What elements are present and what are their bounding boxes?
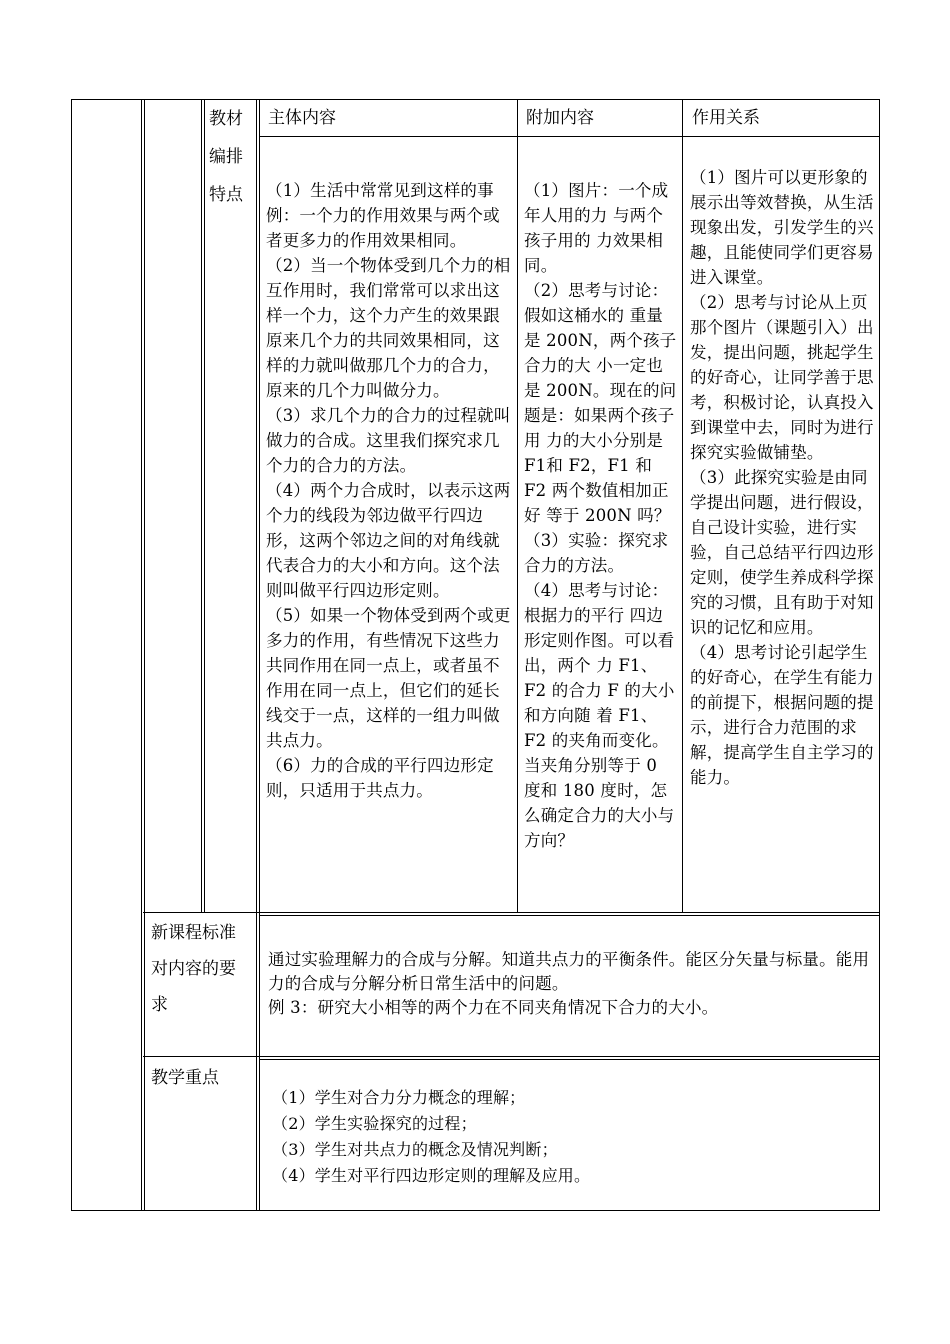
relationship-item: （3）此探究实验是由同学提出问题，进行假设，自己设计实验，进行实验，自己总结平行四边形定则，使学生养成科学探究的习惯，且有助于对知识的记忆和应用。 [690,468,874,637]
col-border-3b [259,99,260,1211]
focus-item: （4）学生对平行四边形定则的理解及应用。 [272,1166,591,1185]
additional-content-cell [524,178,677,853]
additional-content-item: （3）实验：探究求合力的方法。 [524,531,669,575]
relationship-item: （2）思考与讨论从上页那个图片（课题引入）出发，提出问题，挑起学生的好奇心，让同学善于思考，积极讨论，认真投入到课堂中去，同时为进行探究实验做铺垫。 [690,293,874,462]
col-border-5 [682,99,683,913]
relationship-cell [690,165,874,790]
standard-line: 例 3：研究大小相等的两个力在不同夹角情况下合力的大小。 [268,998,719,1017]
table-top-border [71,99,880,100]
additional-content-item: （4）思考与讨论：根据力的平行 四边形定则作图。可以看出，两个 力 F1、F2 的合力 F 的大小和方向随 着 F1、F2 的夹角而变化。当夹角分别等于 0 度和 180 度时，怎么确定合力的大小与方向？ [524,581,675,850]
header-relationship: 作用关系 [692,108,760,128]
focus-item: （3）学生对共点力的概念及情况判断； [272,1140,558,1159]
row-border-focus-inner [259,1059,880,1060]
col-border-2b [204,99,205,913]
main-content-item: （6）力的合成的平行四边形定则，只适用于共点力。 [266,756,494,800]
focus-item: （2）学生实验探究的过程； [272,1114,477,1133]
col-border-4 [517,99,518,913]
table-bottom-border [71,1210,880,1211]
col-border-1b [144,99,145,1211]
relationship-item: （1）图片可以更形象的展示出等效替换，从生活现象出发，引发学生的兴趣，且能使同学们更容易进入课堂。 [690,168,874,287]
table-right-border [879,99,880,1211]
additional-content-item: （2）思考与讨论：假如这桶水的 重量是 200N，两个孩子合力的大 小一定也是 200N。现在的问题是：如果两个孩子用 力的大小分别是 F1和 F2，F1 和 F2 两个数值相加正好 等于 200N 吗？ [524,281,677,525]
focus-content [272,1085,872,1189]
main-content-cell [266,178,512,803]
focus-item: （1）学生对合力分力概念的理解； [272,1088,526,1107]
row-border-focus [143,1056,880,1057]
col-border-2 [201,99,202,913]
table-left-border [71,99,72,1211]
additional-content-item: （1）图片：一个成年人用的力 与两个孩子用的 力效果相同。 [524,181,669,275]
standard-label: 新课程标准对内容的要求 [151,923,236,1015]
header-additional-content: 附加内容 [526,108,594,128]
header-row-border [259,136,880,137]
main-content-item: （3）求几个力的合力的过程就叫做力的合成。这里我们探究求几个力的合力的方法。 [266,406,511,475]
col-border-3 [256,99,257,1211]
col-border-1 [141,99,142,1211]
row-border-standard [143,912,880,913]
header-main-content: 主体内容 [268,108,336,128]
standard-line: 通过实验理解力的合成与分解。知道共点力的平衡条件。能区分矢量与标量。能用力的合成与分解分析日常生活中的问题。 [268,950,870,993]
standard-content [268,948,873,1020]
row-border-standard-inner [259,915,880,916]
side-label: 教材编排特点 [209,109,243,205]
main-content-item: （5）如果一个物体受到两个或更多力的作用，有些情况下这些力共同作用在同一点上，或者虽不作用在同一点上，但它们的延长线交于一点，这样的一组力叫做共点力。 [266,606,511,750]
main-content-item: （2）当一个物体受到几个力的相互作用时，我们常常可以求出这样一个力，这个力产生的效果跟原来几个力的共同效果相同，这样的力就叫做那几个力的合力，原来的几个力叫做分力。 [266,256,511,400]
relationship-item: （4）思考讨论引起学生的好奇心，在学生有能力的前提下，根据问题的提示，进行合力范围的求解，提高学生自主学习的能力。 [690,643,874,787]
main-content-item: （4）两个力合成时，以表示这两个力的线段为邻边做平行四边形，这两个邻边之间的对角线就代表合力的大小和方向。这个法则叫做平行四边形定则。 [266,481,511,600]
main-content-item: （1）生活中常常见到这样的事例：一个力的作用效果与两个或者更多力的作用效果相同。 [266,181,500,250]
focus-label: 教学重点 [151,1068,219,1088]
